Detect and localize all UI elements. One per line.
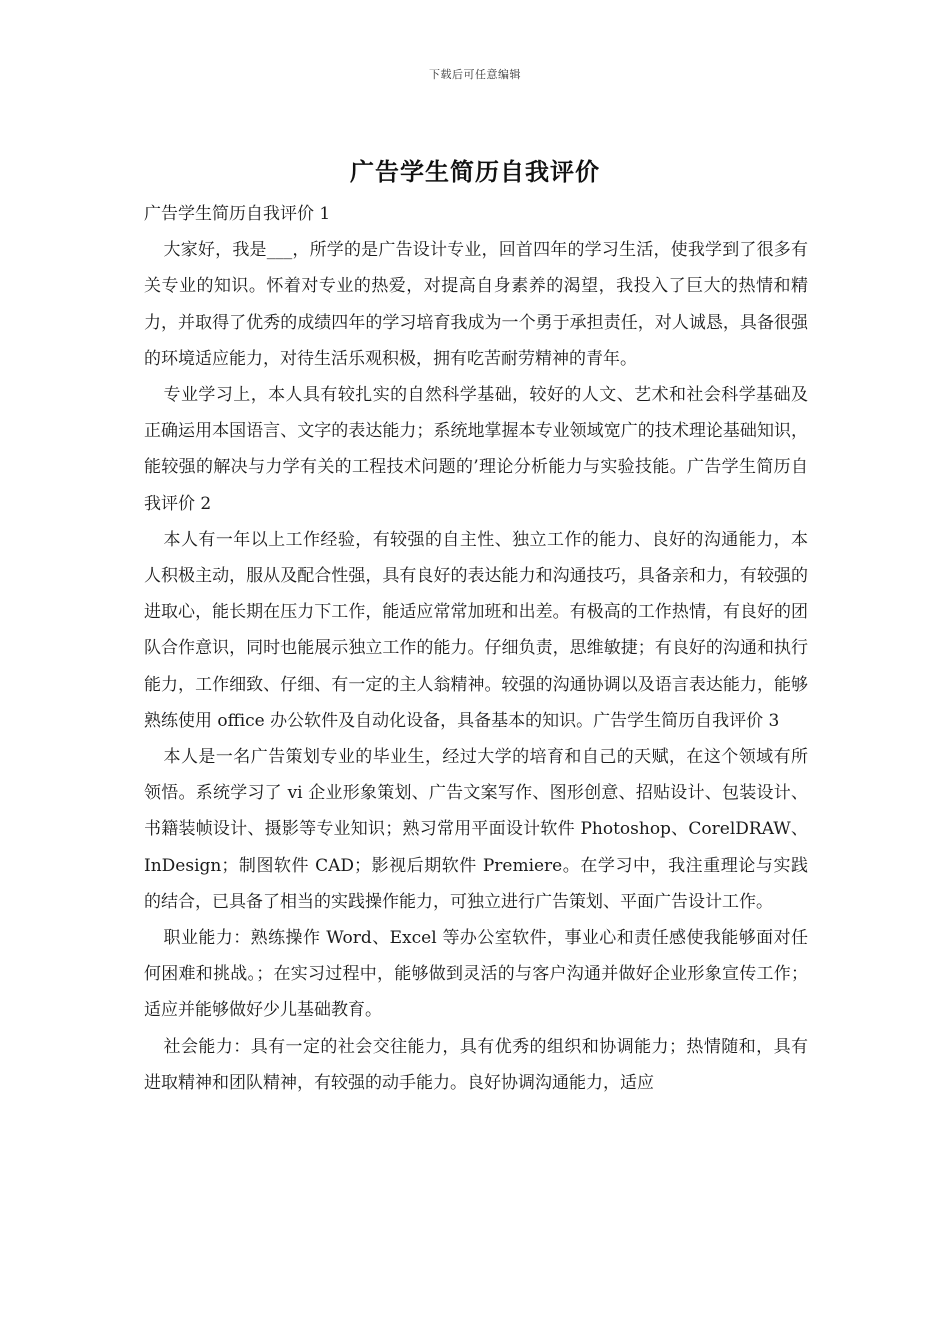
paragraph-experience: 本人有一年以上工作经验，有较强的自主性、独立工作的能力、良好的沟通能力，本人积极主动，服从及配合性强，具有良好的表达能力和沟通技巧，具备亲和力，有较强的进取心，能长期在压力下工作，能适应常常加班和出差。有极高的工作热情，有良好的团队合作意识，同时也能展示独立工作的能力。仔细负责，思维敏捷；有良好的沟通和执行能力，工作细致、仔细、有一定的主人翁精神。较强的沟通协调以及语言表达能力，能够熟练使用 office 办公软件及自动化设备，具备基本的知识。广告学生简历自我评价 3 xyxy=(144,529,808,731)
section-subtitle: 广告学生简历自我评价 1 xyxy=(144,204,331,224)
paragraph-graduate: 本人是一名广告策划专业的毕业生，经过大学的培育和自己的天赋，在这个领域有所领悟。系统学习了 vi 企业形象策划、广告文案写作、图形创意、招贴设计、包装设计、书籍装帧设计、摄影等专业知识；熟习常用平面设计软件 Photoshop、CorelDRAW、InDesign；制图软件 CAD；影视后期软件 Premiere。在学习中，我注重理论与实践的结合，已具备了相当的实践操作能力，可独立进行广告策划、平面广告设计工作。 xyxy=(144,747,808,912)
header-note: 下载后可任意编辑 xyxy=(429,68,521,81)
paragraph-study: 专业学习上，本人具有较扎实的自然科学基础，较好的人文、艺术和社会科学基础及正确运用本国语言、文字的表达能力；系统地掌握本专业领域宽广的技术理论基础知识，能较强的解决与力学有关的工程技术问题的’理论分析能力与实验技能。广告学生简历自我评价 2 xyxy=(144,385,808,514)
document-title: 广告学生简历自我评价 xyxy=(350,157,600,186)
paragraph-career-ability: 职业能力：熟练操作 Word、Excel 等办公室软件，事业心和责任感使我能够面对任何困难和挑战。；在实习过程中，能够做到灵活的与客户沟通并做好企业形象宣传工作；适应并能够做好少儿基础教育。 xyxy=(144,928,808,1021)
paragraph-social-ability: 社会能力：具有一定的社会交往能力，具有优秀的组织和协调能力；热情随和，具有进取精神和团队精神，有较强的动手能力。良好协调沟通能力，适应 xyxy=(144,1036,808,1093)
paragraph-intro: 大家好，我是___，所学的是广告设计专业，回首四年的学习生活，使我学到了很多有关专业的知识。怀着对专业的热爱，对提高自身素养的渴望，我投入了巨大的热情和精力，并取得了优秀的成绩四年的学习培育我成为一个勇于承担责任，对人诚恳，具备很强的环境适应能力，对待生活乐观积极，拥有吃苦耐劳精神的青年。 xyxy=(144,240,808,369)
document-body xyxy=(144,196,808,1101)
